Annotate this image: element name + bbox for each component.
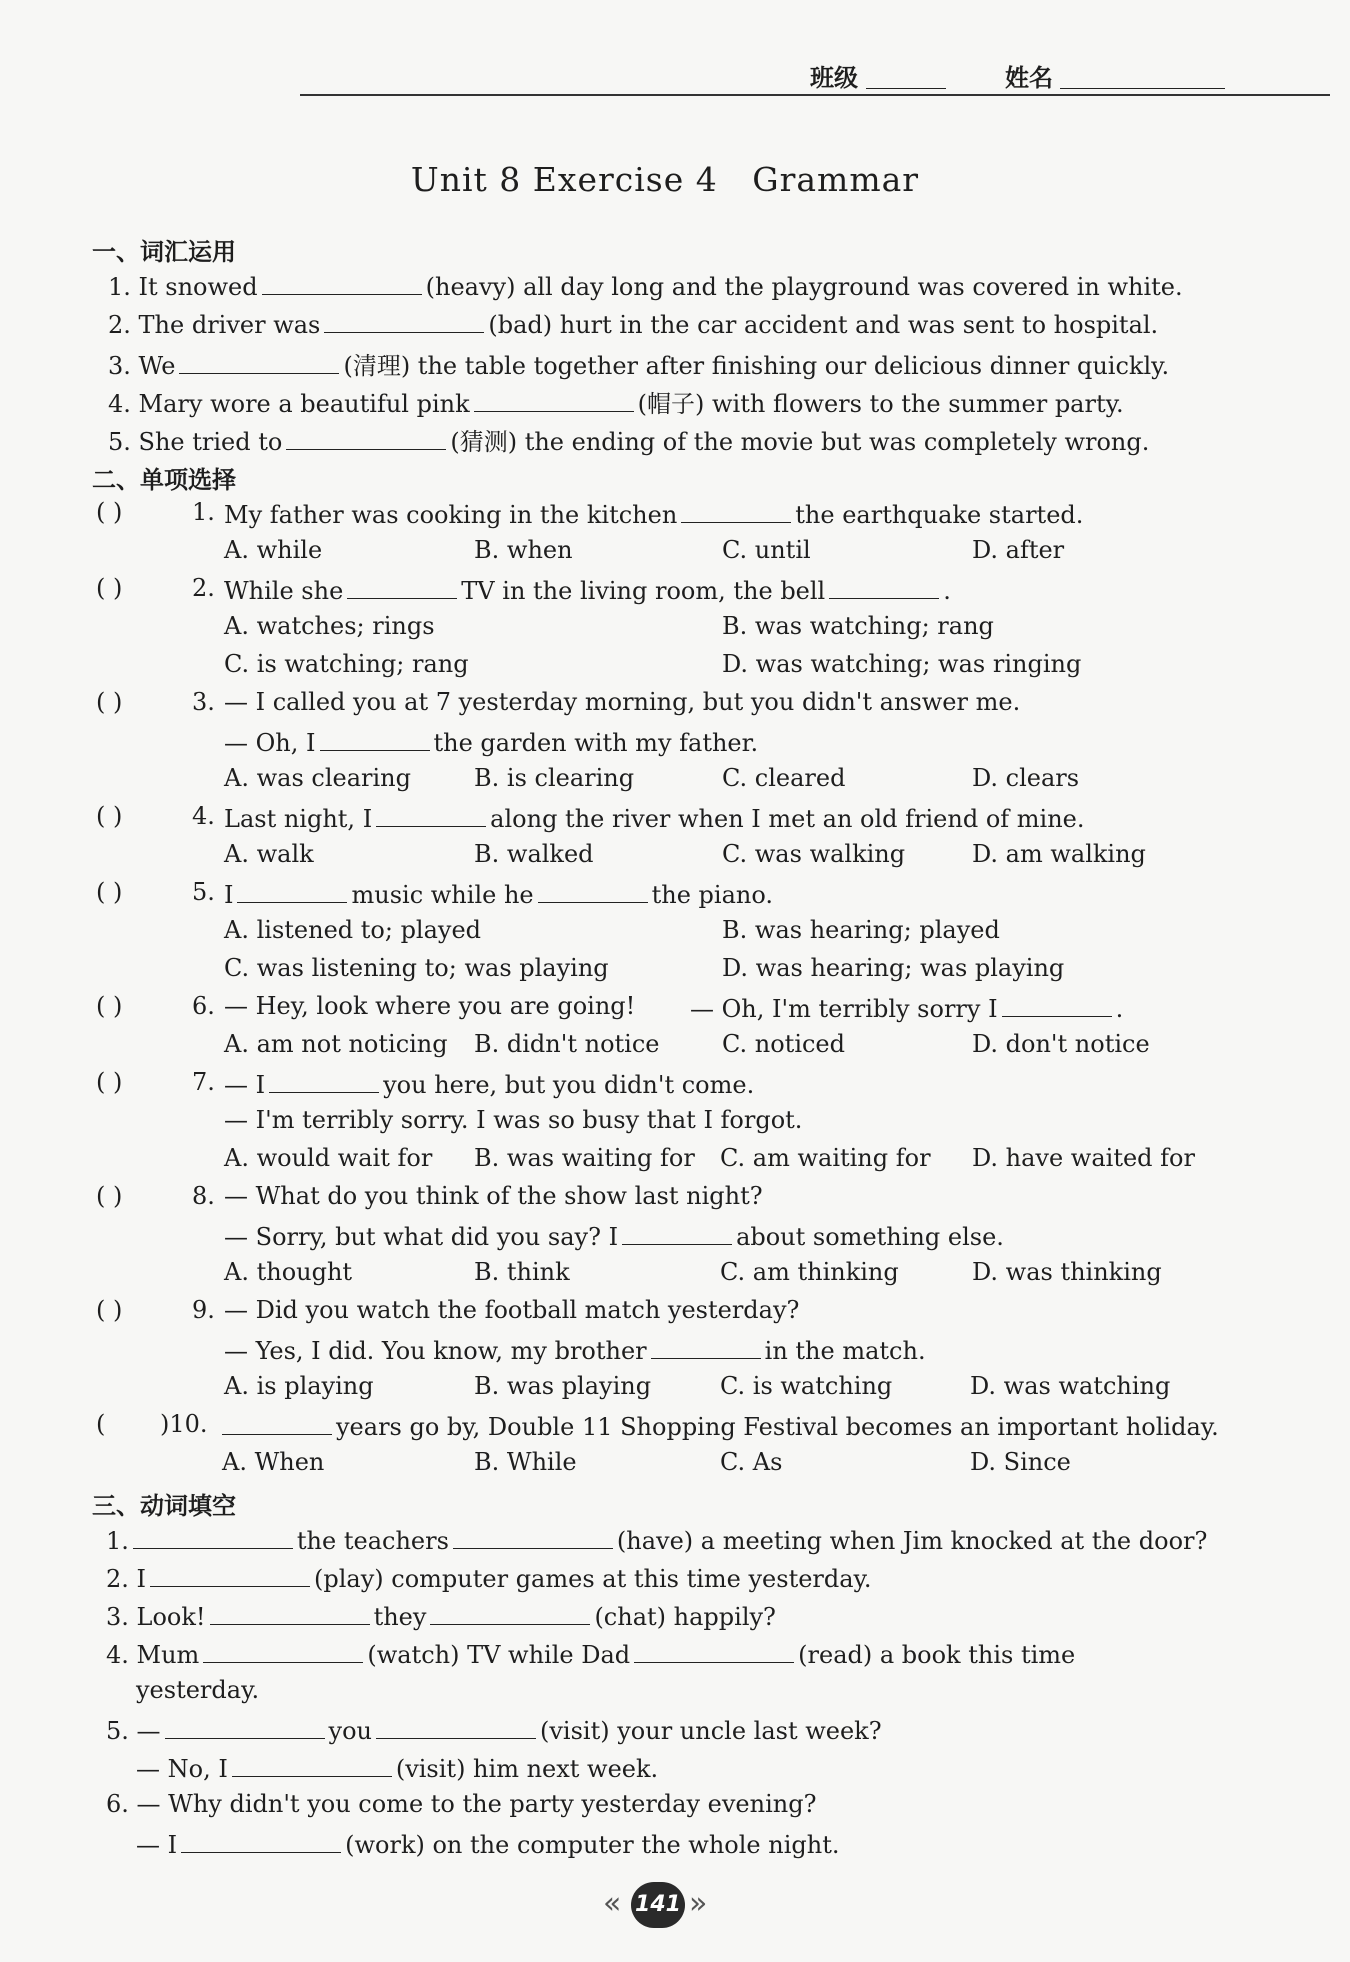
q2-stem: While she TV in the living room, the bell . <box>224 574 951 605</box>
q9-option-a[interactable]: A. is playing <box>224 1372 374 1400</box>
answer-blank[interactable] <box>324 308 484 333</box>
answer-blank[interactable] <box>474 387 634 412</box>
name-blank <box>1060 88 1225 89</box>
q5-number: 5. <box>192 878 215 906</box>
verb-item-5-reply: — No, I (visit) him next week. <box>136 1752 658 1783</box>
q8-line-2: — Sorry, but what did you say? I about something else. <box>224 1220 1004 1251</box>
q7-line-1: — I you here, but you didn't come. <box>224 1068 754 1099</box>
q10-option-b[interactable]: B. While <box>474 1448 577 1476</box>
verb-item-1: 1. the teachers (have) a meeting when Jim knocked at the door? <box>106 1524 1207 1555</box>
q1-option-d[interactable]: D. after <box>972 536 1065 564</box>
q8-line-1: — What do you think of the show last night? <box>224 1182 763 1210</box>
q7-option-b[interactable]: B. was waiting for <box>474 1144 695 1172</box>
vocab-item-3: 3. We (清理) the table together after finishing our delicious dinner quickly. <box>108 346 1169 381</box>
q9-option-b[interactable]: B. was playing <box>474 1372 652 1400</box>
q9-option-c[interactable]: C. is watching <box>720 1372 893 1400</box>
q6-line-a: — Hey, look where you are going! <box>224 992 636 1020</box>
verb-item-3: 3. Look! they (chat) happily? <box>106 1600 776 1631</box>
answer-blank[interactable] <box>165 1714 325 1739</box>
q3-option-c[interactable]: C. cleared <box>722 764 846 792</box>
q7-option-a[interactable]: A. would wait for <box>224 1144 433 1172</box>
q4-stem: Last night, I along the river when I met an old friend of mine. <box>224 802 1085 833</box>
verb-item-6-reply: — I (work) on the computer the whole night. <box>136 1828 839 1859</box>
q1-blank <box>681 498 791 523</box>
q2-blank-1 <box>347 574 457 599</box>
chevron-right-icon: » <box>689 1886 708 1921</box>
answer-blank[interactable] <box>286 425 446 450</box>
q9-option-d[interactable]: D. was watching <box>970 1372 1171 1400</box>
q5-option-a[interactable]: A. listened to; played <box>224 916 482 944</box>
answer-blank[interactable] <box>133 1524 293 1549</box>
q3-number: 3. <box>192 688 215 716</box>
verb-item-5: 5. — you (visit) your uncle last week? <box>106 1714 882 1745</box>
vocab-item-2: 2. The driver was (bad) hurt in the car accident and was sent to hospital. <box>108 308 1158 339</box>
q10-number: )10. <box>160 1410 208 1438</box>
q7-line-2: — I'm terribly sorry. I was so busy that I forgot. <box>224 1106 803 1134</box>
q10-stem: years go by, Double 11 Shopping Festival becomes an important holiday. <box>218 1410 1219 1441</box>
verb-item-6: 6. — Why didn't you come to the party yesterday evening? <box>106 1790 817 1818</box>
q1-stem: My father was cooking in the kitchen the earthquake started. <box>224 498 1083 529</box>
answer-blank[interactable] <box>179 349 339 374</box>
q10-option-d[interactable]: D. Since <box>970 1448 1071 1476</box>
header-rule <box>300 94 1330 96</box>
q1-option-a[interactable]: A. while <box>224 536 323 564</box>
q5-option-b[interactable]: B. was hearing; played <box>722 916 1000 944</box>
q2-option-d[interactable]: D. was watching; was ringing <box>722 650 1082 678</box>
q3-line-2: — Oh, I the garden with my father. <box>224 726 758 757</box>
section1-heading: 一、词汇运用 <box>92 238 236 266</box>
q8-blank <box>622 1220 732 1245</box>
q2-option-b[interactable]: B. was watching; rang <box>722 612 994 640</box>
q3-line-1: — I called you at 7 yesterday morning, but you didn't answer me. <box>224 688 1021 716</box>
q2-number: 2. <box>192 574 215 602</box>
q5-option-c[interactable]: C. was listening to; was playing <box>224 954 609 982</box>
page-number: 141 <box>631 1882 685 1928</box>
q8-option-b[interactable]: B. think <box>474 1258 570 1286</box>
q4-option-d[interactable]: D. am walking <box>972 840 1146 868</box>
q1-option-c[interactable]: C. until <box>722 536 811 564</box>
q9-paren[interactable]: ( ) <box>96 1296 123 1324</box>
answer-blank[interactable] <box>210 1600 370 1625</box>
q5-stem: I music while he the piano. <box>224 878 773 909</box>
q10-option-c[interactable]: C. As <box>720 1448 783 1476</box>
q8-option-c[interactable]: C. am thinking <box>720 1258 899 1286</box>
q10-paren[interactable]: ( <box>96 1410 106 1438</box>
q7-number: 7. <box>192 1068 215 1096</box>
q8-number: 8. <box>192 1182 215 1210</box>
class-blank <box>866 88 946 89</box>
answer-blank[interactable] <box>453 1524 613 1549</box>
verb-item-2: 2. I (play) computer games at this time yesterday. <box>106 1562 872 1593</box>
verb-item-4-cont: yesterday. <box>136 1676 260 1704</box>
page-number-badge <box>603 1882 713 1930</box>
q1-option-b[interactable]: B. when <box>474 536 573 564</box>
q3-option-a[interactable]: A. was clearing <box>224 764 411 792</box>
q5-paren[interactable]: ( ) <box>96 878 123 906</box>
q6-blank <box>1002 992 1112 1017</box>
q2-paren[interactable]: ( ) <box>96 574 123 602</box>
q10-blank <box>222 1410 332 1435</box>
q2-option-c[interactable]: C. is watching; rang <box>224 650 469 678</box>
q7-paren[interactable]: ( ) <box>96 1068 123 1096</box>
q6-line-b: — Oh, I'm terribly sorry I . <box>690 992 1123 1023</box>
answer-blank[interactable] <box>181 1828 341 1853</box>
q3-option-b[interactable]: B. is clearing <box>474 764 635 792</box>
q4-option-b[interactable]: B. walked <box>474 840 594 868</box>
q7-option-c[interactable]: C. am waiting for <box>720 1144 931 1172</box>
answer-blank[interactable] <box>203 1638 363 1663</box>
q9-blank <box>651 1334 761 1359</box>
q4-option-a[interactable]: A. walk <box>224 840 314 868</box>
q8-option-d[interactable]: D. was thinking <box>972 1258 1162 1286</box>
q6-option-d[interactable]: D. don't notice <box>972 1030 1150 1058</box>
q4-number: 4. <box>192 802 215 830</box>
q9-number: 9. <box>192 1296 215 1324</box>
vocab-item-5: 5. She tried to (猜测) the ending of the movie but was completely wrong. <box>108 422 1149 457</box>
page-title: Unit 8 Exercise 4 Grammar <box>410 160 920 199</box>
answer-blank[interactable] <box>430 1600 590 1625</box>
q5-option-d[interactable]: D. was hearing; was playing <box>722 954 1065 982</box>
q2-blank-2 <box>829 574 939 599</box>
q6-number: 6. <box>192 992 215 1020</box>
answer-blank[interactable] <box>634 1638 794 1663</box>
q3-paren[interactable]: ( ) <box>96 688 123 716</box>
q1-paren[interactable]: ( ) <box>96 498 123 526</box>
answer-blank[interactable] <box>150 1562 310 1587</box>
answer-blank[interactable] <box>232 1752 392 1777</box>
vocab-item-4: 4. Mary wore a beautiful pink (帽子) with flowers to the summer party. <box>108 384 1124 419</box>
q6-option-c[interactable]: C. noticed <box>722 1030 845 1058</box>
q8-option-a[interactable]: A. thought <box>224 1258 353 1286</box>
section3-heading: 三、动词填空 <box>92 1492 236 1520</box>
q6-option-b[interactable]: B. didn't notice <box>474 1030 660 1058</box>
q6-option-a[interactable]: A. am not noticing <box>224 1030 448 1058</box>
answer-blank[interactable] <box>262 270 422 295</box>
q2-option-a[interactable]: A. watches; rings <box>224 612 435 640</box>
vocab-item-1: 1. It snowed (heavy) all day long and the playground was covered in white. <box>108 270 1183 301</box>
class-label: 班级 <box>810 64 858 92</box>
q3-option-d[interactable]: D. clears <box>972 764 1080 792</box>
q9-line-2: — Yes, I did. You know, my brother in the match. <box>224 1334 926 1365</box>
q5-blank-1 <box>237 878 347 903</box>
verb-item-4: 4. Mum (watch) TV while Dad (read) a book this time <box>106 1638 1075 1669</box>
q8-paren[interactable]: ( ) <box>96 1182 123 1210</box>
q1-number: 1. <box>192 498 215 526</box>
q10-option-a[interactable]: A. When <box>222 1448 325 1476</box>
q4-option-c[interactable]: C. was walking <box>722 840 906 868</box>
q9-line-1: — Did you watch the football match yesterday? <box>224 1296 800 1324</box>
chevron-left-icon: « <box>603 1886 622 1921</box>
q6-paren[interactable]: ( ) <box>96 992 123 1020</box>
section2-heading: 二、单项选择 <box>92 466 236 494</box>
answer-blank[interactable] <box>376 1714 536 1739</box>
q3-blank <box>320 726 430 751</box>
q7-blank <box>269 1068 379 1093</box>
q7-option-d[interactable]: D. have waited for <box>972 1144 1195 1172</box>
q5-blank-2 <box>538 878 648 903</box>
q4-paren[interactable]: ( ) <box>96 802 123 830</box>
name-label: 姓名 <box>1005 64 1053 92</box>
q4-blank <box>376 802 486 827</box>
